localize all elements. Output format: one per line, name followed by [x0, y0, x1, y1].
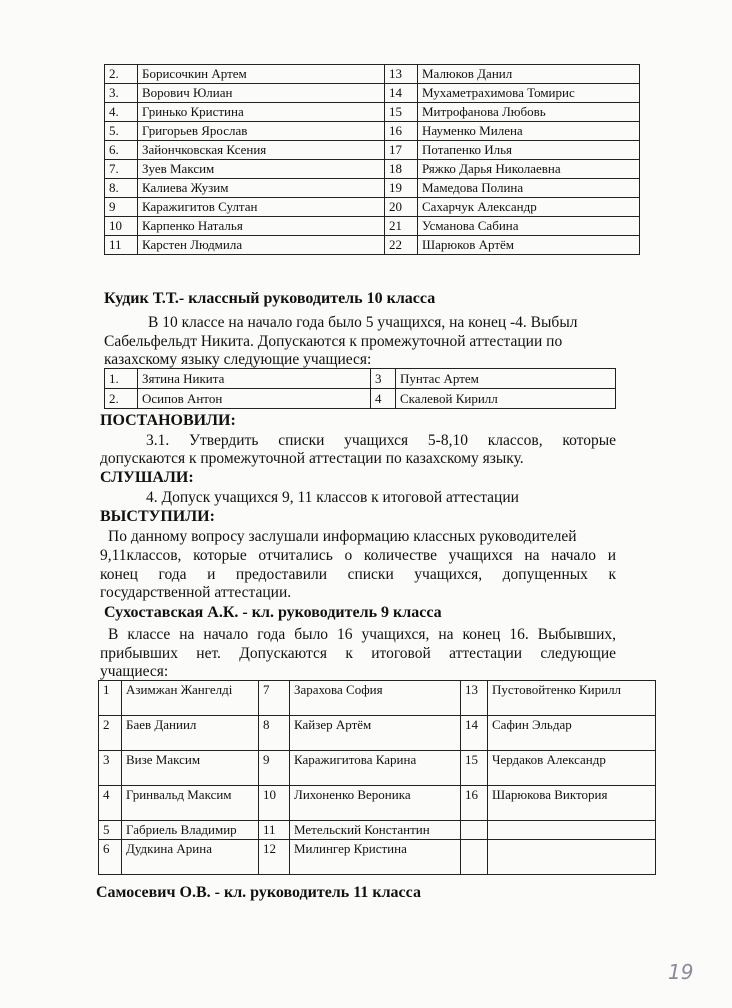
table-row	[105, 65, 640, 84]
student-list-table	[104, 64, 640, 255]
row-number: 2	[99, 716, 122, 751]
student-name: Малюков Данил	[418, 65, 640, 84]
student-name: Габриель Владимир	[122, 821, 259, 840]
row-number: 10	[105, 217, 138, 236]
row-number: 5	[99, 821, 122, 840]
student-name: Каражигитов Султан	[138, 198, 385, 217]
row-number: 13	[461, 681, 488, 716]
row-number: 16	[385, 122, 418, 141]
table-row	[99, 751, 656, 786]
row-number: 8	[259, 716, 290, 751]
row-number: 12	[259, 840, 290, 875]
student-name: Зарахова София	[290, 681, 461, 716]
postanovili-line: 3.1. Утвердить списки учащихся 5-8,10 классов, которые	[146, 432, 616, 449]
vystupili-line: конец года и предоставили списки учащихся, допущенных к	[100, 566, 616, 583]
table-row	[105, 198, 640, 217]
student-name: Сахарчук Александр	[418, 198, 640, 217]
student-name: Шарюков Артём	[418, 236, 640, 255]
row-number: 11	[259, 821, 290, 840]
table-row	[99, 840, 656, 875]
row-number: 1	[99, 681, 122, 716]
student-name: Потапенко Илья	[418, 141, 640, 160]
student-name: Мамедова Полина	[418, 179, 640, 198]
table-row	[99, 786, 656, 821]
row-number: 3	[99, 751, 122, 786]
row-number: 8.	[105, 179, 138, 198]
student-name	[488, 840, 656, 875]
row-number	[461, 840, 488, 875]
section-9-line: прибывших нет. Допускаются к итоговой аттестации следующие	[100, 645, 616, 662]
student-name: Кайзер Артём	[290, 716, 461, 751]
student-name: Пунтас Артем	[396, 369, 616, 389]
page-number: 19	[668, 960, 694, 984]
vystupili-line: По данному вопросу заслушали информацию классных руководителей	[108, 528, 577, 545]
table-row	[99, 681, 656, 716]
row-number: 6	[99, 840, 122, 875]
table-row	[99, 716, 656, 751]
table-row	[105, 389, 616, 409]
student-name: Метельский Константин	[290, 821, 461, 840]
student-name: Григорьев Ярослав	[138, 122, 385, 141]
row-number: 16	[461, 786, 488, 821]
table-row	[105, 122, 640, 141]
vystupili-line: 9,11классов, которые отчитались о количестве учащихся на начало и	[100, 547, 616, 564]
section-9-line: В классе на начало года было 16 учащихся, на конец 16. Выбывших,	[108, 626, 616, 643]
student-name: Скалевой Кирилл	[396, 389, 616, 409]
row-number: 15	[385, 103, 418, 122]
table-row	[105, 84, 640, 103]
row-number: 17	[385, 141, 418, 160]
row-number: 10	[259, 786, 290, 821]
row-number: 4.	[105, 103, 138, 122]
section-10-text-line: В 10 классе на начало года было 5 учащихся, на конец -4. Выбыл	[148, 314, 578, 331]
postanovili-line: допускаются к промежуточной аттестации по казахскому языку.	[100, 450, 524, 467]
student-name: Азимжан Жангелді	[122, 681, 259, 716]
student-name: Баев Даниил	[122, 716, 259, 751]
row-number: 7.	[105, 160, 138, 179]
row-number: 4	[371, 389, 396, 409]
row-number: 18	[385, 160, 418, 179]
student-name: Гринвальд Максим	[122, 786, 259, 821]
student-name: Карпенко Наталья	[138, 217, 385, 236]
table-row	[105, 160, 640, 179]
student-name: Каражигитова Карина	[290, 751, 461, 786]
student-name: Лихоненко Вероника	[290, 786, 461, 821]
student-name: Гринько Кристина	[138, 103, 385, 122]
row-number	[461, 821, 488, 840]
student-name: Зятина Никита	[138, 369, 371, 389]
row-number: 11	[105, 236, 138, 255]
row-number: 14	[385, 84, 418, 103]
table-row	[105, 103, 640, 122]
row-number: 4	[99, 786, 122, 821]
vystupili-line: государственной аттестации.	[100, 584, 292, 601]
postanovili-heading: ПОСТАНОВИЛИ:	[100, 412, 236, 429]
student-name: Ворович Юлиан	[138, 84, 385, 103]
student-name: Ряжко Дарья Николаевна	[418, 160, 640, 179]
student-name	[488, 821, 656, 840]
student-name: Визе Максим	[122, 751, 259, 786]
table-row	[105, 369, 616, 389]
row-number: 6.	[105, 141, 138, 160]
row-number: 9	[259, 751, 290, 786]
student-name: Зуев Максим	[138, 160, 385, 179]
row-number: 5.	[105, 122, 138, 141]
student-name: Шарюкова Виктория	[488, 786, 656, 821]
row-number: 15	[461, 751, 488, 786]
table-row	[105, 217, 640, 236]
student-name: Сафин Эльдар	[488, 716, 656, 751]
row-number: 19	[385, 179, 418, 198]
student-list-body	[105, 65, 640, 255]
row-number: 3.	[105, 84, 138, 103]
student-name: Борисочкин Артем	[138, 65, 385, 84]
student-name: Усманова Сабина	[418, 217, 640, 236]
table-row	[105, 141, 640, 160]
section-10-text-line: казахскому языку следующие учащиеся:	[104, 351, 372, 368]
student-name: Науменко Милена	[418, 122, 640, 141]
student-name: Мухаметрахимова Томирис	[418, 84, 640, 103]
grade-10-table	[104, 368, 616, 409]
section-10-text-line: Сабельфельдт Никита. Допускаются к промежуточной аттестации по	[104, 333, 563, 350]
row-number: 1.	[105, 369, 138, 389]
slushali-heading: СЛУШАЛИ:	[100, 469, 194, 486]
row-number: 2.	[105, 65, 138, 84]
student-name: Пустовойтенко Кирилл	[488, 681, 656, 716]
section-9-heading: Сухоставская А.К. - кл. руководитель 9 класса	[104, 604, 442, 621]
row-number: 14	[461, 716, 488, 751]
student-name: Митрофанова Любовь	[418, 103, 640, 122]
row-number: 7	[259, 681, 290, 716]
row-number: 9	[105, 198, 138, 217]
student-name: Зайончковская Ксения	[138, 141, 385, 160]
table-row	[105, 179, 640, 198]
row-number: 20	[385, 198, 418, 217]
slushali-line: 4. Допуск учащихся 9, 11 классов к итоговой аттестации	[146, 489, 519, 506]
row-number: 22	[385, 236, 418, 255]
section-11-heading: Самосевич О.В. - кл. руководитель 11 класса	[96, 884, 421, 901]
vystupili-heading: ВЫСТУПИЛИ:	[100, 508, 215, 525]
grade-9-body	[99, 681, 656, 875]
row-number: 13	[385, 65, 418, 84]
section-9-line: учащиеся:	[100, 663, 169, 680]
student-name: Осипов Антон	[138, 389, 371, 409]
row-number: 2.	[105, 389, 138, 409]
row-number: 21	[385, 217, 418, 236]
grade-10-body	[105, 369, 616, 409]
student-name: Карстен Людмила	[138, 236, 385, 255]
student-name: Милингер Кристина	[290, 840, 461, 875]
student-name: Калиева Жузим	[138, 179, 385, 198]
student-name: Дудкина Арина	[122, 840, 259, 875]
grade-9-table	[98, 680, 656, 875]
table-row	[105, 236, 640, 255]
row-number: 3	[371, 369, 396, 389]
student-name: Чердаков Александр	[488, 751, 656, 786]
table-row	[99, 821, 656, 840]
section-10-heading: Кудик Т.Т.- классный руководитель 10 класса	[104, 290, 436, 307]
